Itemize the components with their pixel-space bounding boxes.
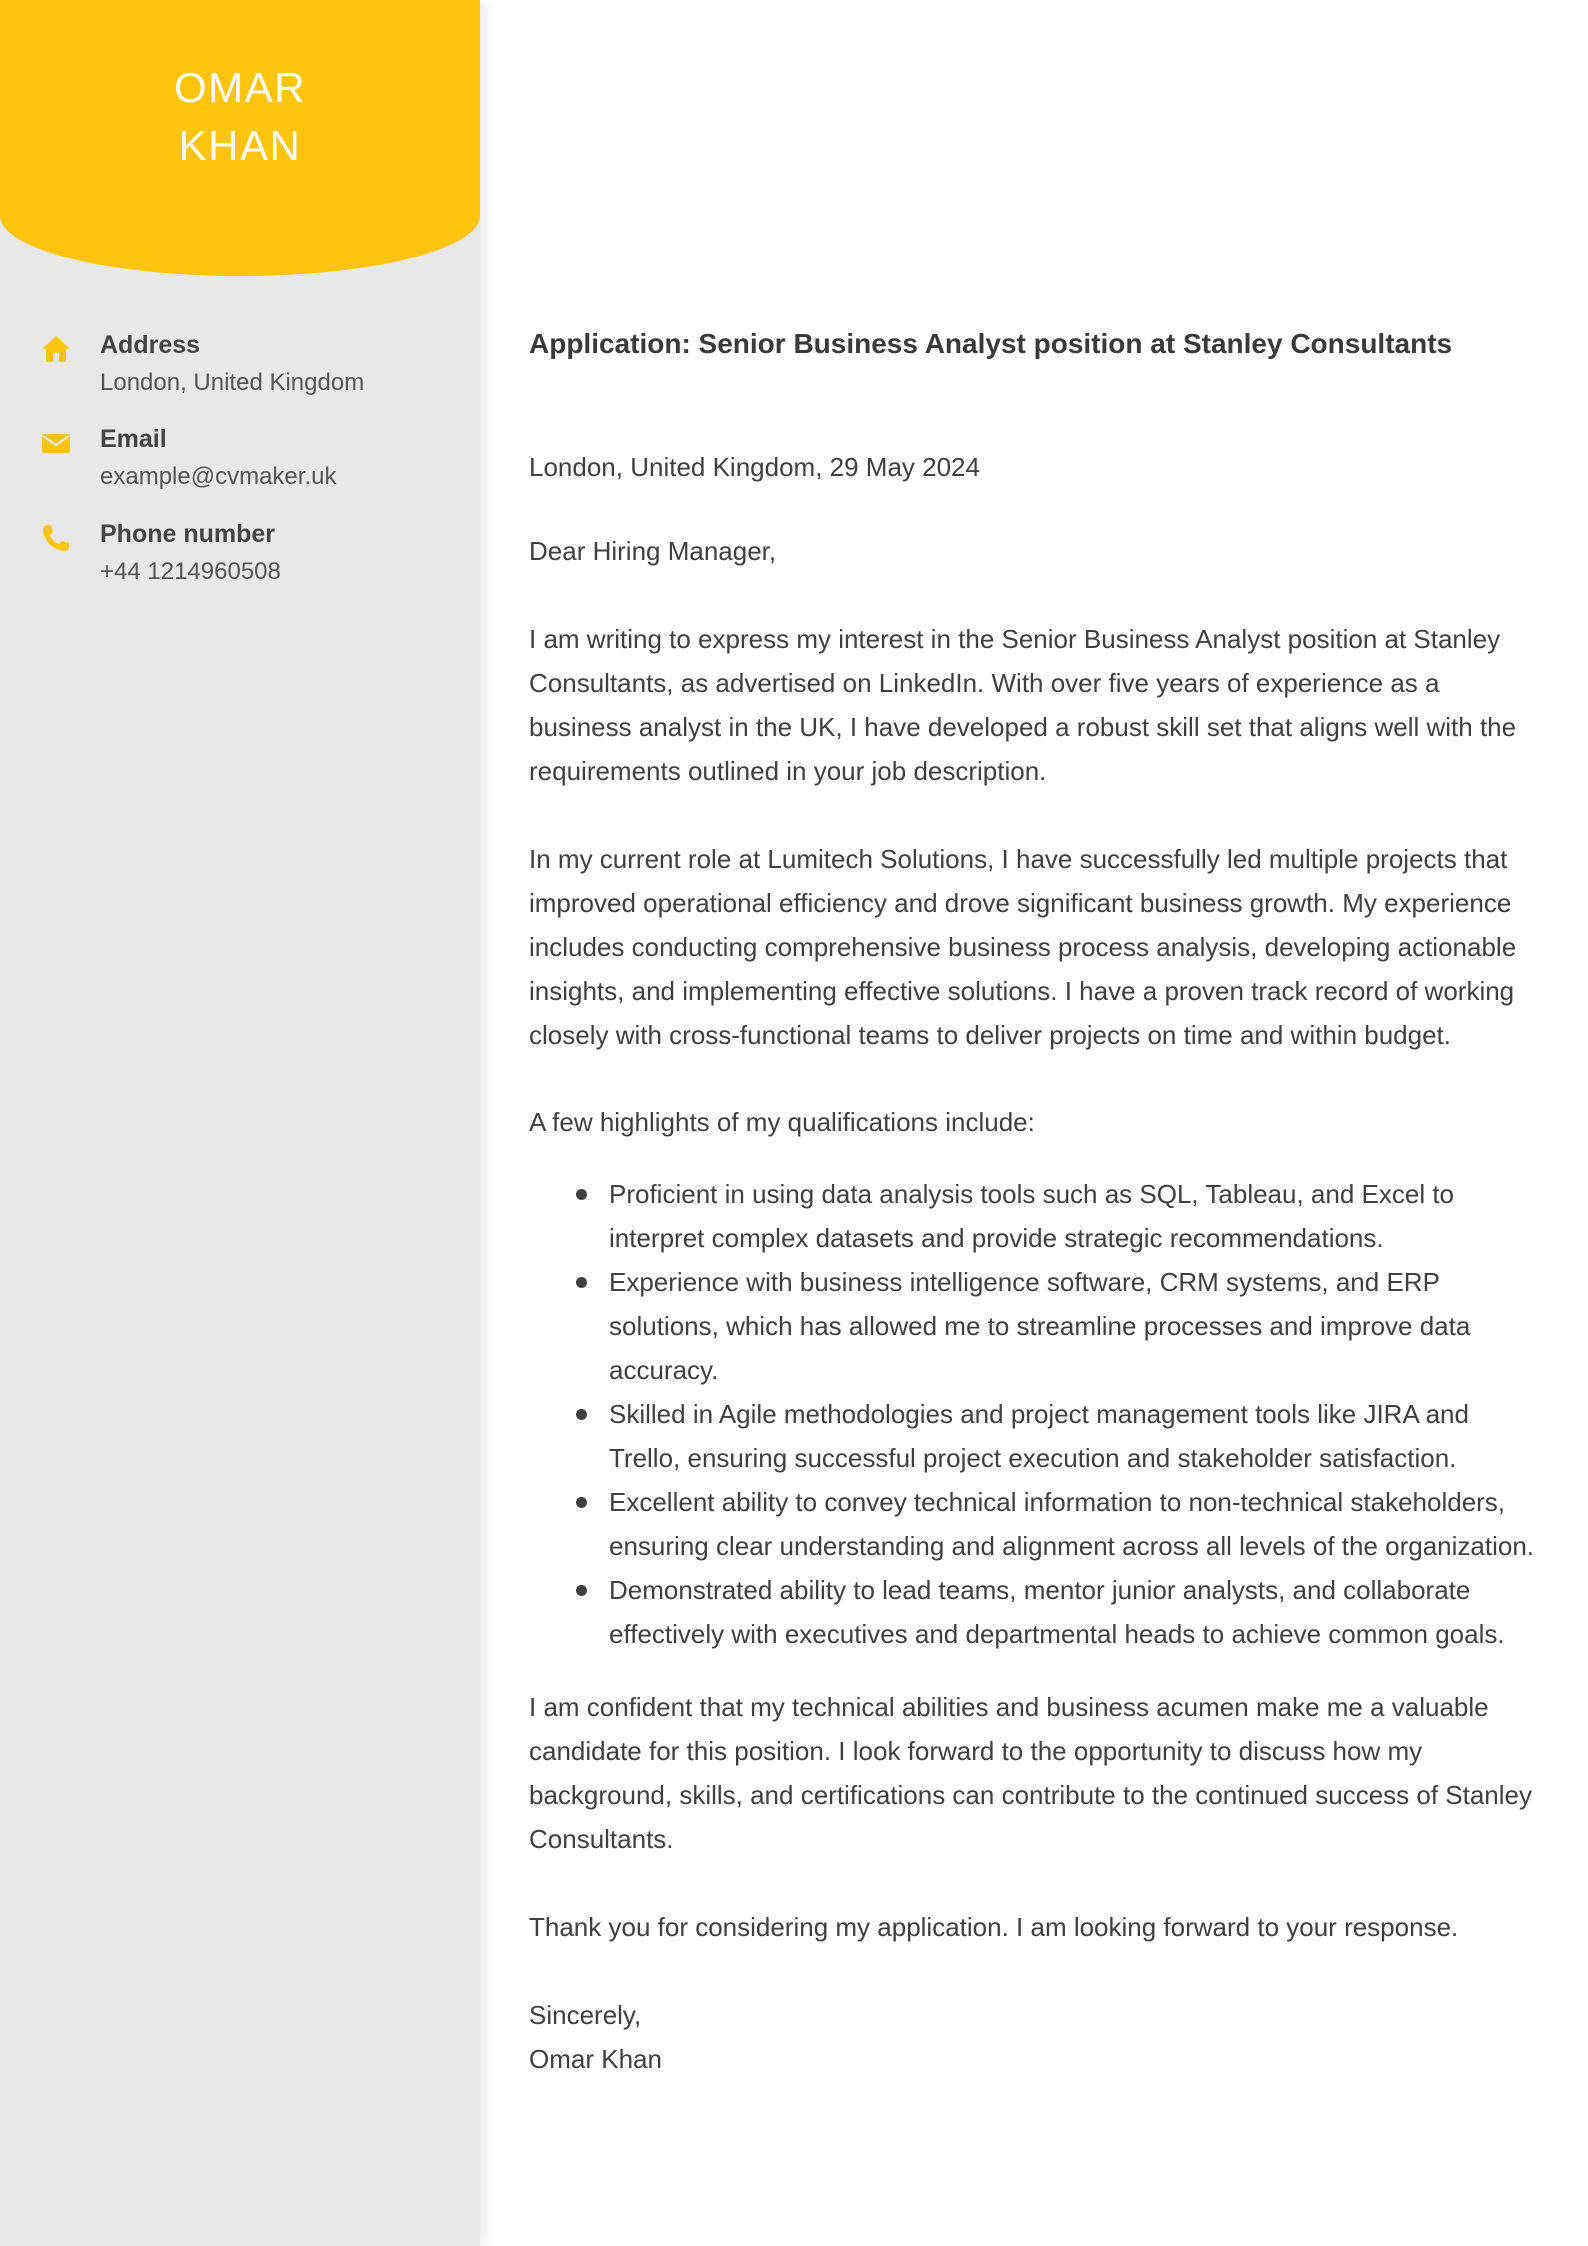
highlight-text: Skilled in Agile methodologies and project management tools like JIRA and Trello, ensuring successful project execution and stakeholder satisfaction. (609, 1399, 1469, 1473)
letter-subject: Application: Senior Business Analyst position at Stanley Consultants (529, 328, 1453, 359)
greeting: Dear Hiring Manager, (529, 536, 777, 566)
envelope-icon (40, 427, 72, 459)
contact-address (40, 331, 460, 411)
phone-label: Phone number (100, 520, 276, 548)
bullet-icon (576, 1409, 587, 1420)
paragraph-intro: I am writing to express my interest in the Senior Business Analyst position at Stanley Consultants, as advertised on LinkedIn. With over five years of experience as a business analyst in the UK, I have developed a robust skill set that aligns well with the requirements outlined in your job description. (529, 624, 1517, 786)
bullet-icon (576, 1497, 587, 1508)
highlight-text: Demonstrated ability to lead teams, mentor junior analysts, and collaborate effectively with executives and departmental heads to achieve common goals. (609, 1575, 1505, 1649)
address-label: Address (100, 331, 201, 359)
list-item (529, 1172, 1539, 1260)
list-item (529, 1392, 1539, 1480)
sidebar (0, 0, 480, 2246)
list-item (529, 1260, 1539, 1392)
address-value: London, United Kingdom (100, 369, 365, 396)
list-item (529, 1568, 1539, 1656)
bullet-icon (576, 1277, 587, 1288)
place-date: London, United Kingdom, 29 May 2024 (529, 452, 980, 482)
list-item (529, 1480, 1539, 1568)
email-value: example@cvmaker.uk (100, 463, 337, 490)
phone-value: +44 1214960508 (100, 558, 281, 585)
highlight-text: Proficient in using data analysis tools such as SQL, Tableau, and Excel to interpret complex datasets and provide strategic recommendations. (609, 1179, 1455, 1253)
last-name: KHAN (178, 122, 302, 169)
phone-icon (40, 522, 72, 554)
contact-phone (40, 520, 460, 600)
highlights-intro: A few highlights of my qualifications include: (529, 1107, 1035, 1137)
signature: Omar Khan (529, 2044, 662, 2074)
highlight-text: Experience with business intelligence software, CRM systems, and ERP solutions, which has allowed me to streamline processes and improve data accuracy. (609, 1267, 1471, 1385)
bullet-icon (576, 1585, 587, 1596)
paragraph-thanks: Thank you for considering my application. I am looking forward to your response. (529, 1912, 1459, 1942)
email-label: Email (100, 425, 167, 453)
highlights-list (529, 1172, 1539, 1656)
name-header (0, 0, 480, 276)
contact-email (40, 425, 460, 505)
home-icon (40, 333, 72, 365)
bullet-icon (576, 1189, 587, 1200)
highlight-text: Excellent ability to convey technical information to non-technical stakeholders, ensuring clear understanding and alignment across all levels of the organization. (609, 1487, 1535, 1561)
paragraph-experience: In my current role at Lumitech Solutions, I have successfully led multiple projects that improved operational efficiency and drove significant business growth. My experience includes conducting comprehensive business process analysis, developing actionable insights, and implementing effective solutions. I have a proven track record of working closely with cross-functional teams to deliver projects on time and within budget. (529, 844, 1517, 1050)
paragraph-confidence: I am confident that my technical abilities and business acumen make me a valuable candidate for this position. I look forward to the opportunity to discuss how my background, skills, and certifications can contribute to the continued success of Stanley Consultants. (529, 1692, 1533, 1854)
closing: Sincerely, (529, 2000, 642, 2030)
first-name: OMAR (174, 64, 306, 111)
